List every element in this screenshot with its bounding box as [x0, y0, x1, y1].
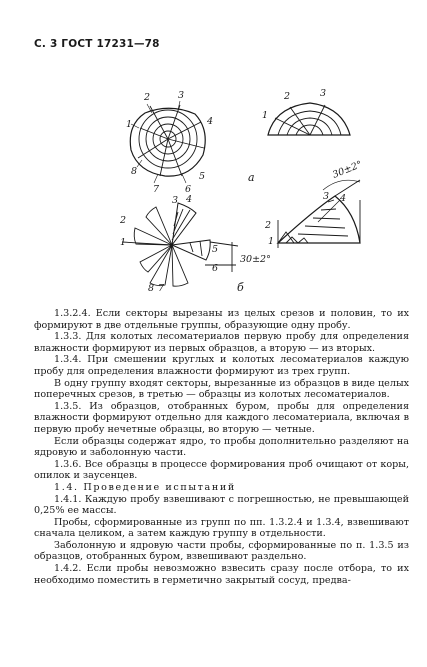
- para-1-4-2: 1.4.2. Если пробы невозможно взвесить сразу после отбора, то их необходимо поместить в герметично закрытый сосуд, предва-: [34, 563, 409, 586]
- sectors-full-section-drawing: [122, 203, 238, 286]
- para-1-3-5: 1.3.5. Из образцов, отобранных буром, пробы для определения влажности формируют отдельно для каждого лесоматериала, включая в первую пробу нечетные образцы, во вторую — четные.: [34, 400, 409, 435]
- half-cross-section-drawing: [268, 103, 350, 135]
- label-5-full: 5: [199, 171, 206, 182]
- para-1-3-4-groups: В одну группу входят секторы, вырезанные из образцов в виде целых поперечных срезов, в третью — образцы из колотых лесоматериалов.: [34, 377, 409, 401]
- label-2-bl: 2: [120, 215, 127, 226]
- label-1-br: 1: [268, 236, 275, 247]
- para-sapwood-core: Заболонную и ядровую части пробы, сформированные по п. 1.3.5 из образцов, отобранных буром, взвешивают раздельно.: [34, 539, 409, 563]
- label-8-bl: 8: [148, 283, 155, 294]
- label-4-br: 4: [340, 193, 347, 204]
- section-heading-1-4: 1.4. Проведение испытаний: [54, 481, 236, 493]
- para-1-3-6: 1.3.6. Все образцы в процессе формирования проб очищают от коры, опилок и заусенцев.: [34, 458, 409, 482]
- label-3-full: 3: [178, 90, 185, 101]
- caption-b: б: [237, 281, 244, 294]
- label-4-bl: 4: [186, 194, 193, 205]
- para-1-3-4: 1.3.4. При смешении круглых и колотых лесоматериалов каждую пробу для определения влажности формируют из трех групп.: [34, 354, 409, 377]
- body-text: [34, 308, 409, 586]
- label-1-half: 1: [262, 110, 269, 121]
- label-2-br: 2: [265, 220, 272, 231]
- label-7-full: 7: [153, 184, 160, 195]
- full-cross-section-drawing: [130, 105, 205, 176]
- para-core: Если образцы содержат ядро, то пробы дополнительно разделяют на ядровую и заболонную части.: [34, 435, 409, 459]
- label-5-bl: 5: [212, 244, 219, 255]
- para-1-3-2-4: 1.3.2.4. Если секторы вырезаны из целых срезов и половин, то их формируют в две отдельные группы, образующие одну пробу.: [34, 308, 409, 331]
- para-groups-weigh: Пробы, сформированные из групп по пп. 1.3.2.4 и 1.3.4, взвешивают сначала целиком, а затем каждую группу в отдельности.: [34, 516, 409, 540]
- angle-label-bl: 30±2°: [240, 254, 271, 265]
- label-2-full: 2: [144, 92, 151, 103]
- label-6-full: 6: [185, 184, 192, 195]
- label-3-br: 3: [323, 191, 330, 202]
- figure-sample-cutting: [0, 0, 427, 300]
- label-2-half: 2: [284, 91, 291, 102]
- label-1-full: 1: [126, 119, 133, 130]
- caption-a: а: [248, 171, 255, 184]
- label-4-full: 4: [207, 116, 214, 127]
- label-3-bl: 3: [172, 195, 179, 206]
- label-1-bl: 1: [120, 237, 127, 248]
- sectors-half-section-drawing: [278, 180, 360, 248]
- para-1-4-1: 1.4.1. Каждую пробу взвешивают с погрешностью, не превышающей 0,25% ее массы.: [34, 493, 409, 517]
- label-3-half: 3: [320, 88, 327, 99]
- page-header: С. 3 ГОСТ 17231—78: [34, 38, 160, 50]
- label-8-full: 8: [131, 166, 138, 177]
- label-6-bl: 6: [212, 263, 219, 274]
- label-7-bl: 7: [158, 283, 165, 294]
- angle-label-br: 30±2°: [331, 159, 364, 181]
- para-1-3-3: 1.3.3. Для колотых лесоматериалов первую пробу для определения влажности формируют из первых образцов, а вторую — из вторых.: [34, 331, 409, 354]
